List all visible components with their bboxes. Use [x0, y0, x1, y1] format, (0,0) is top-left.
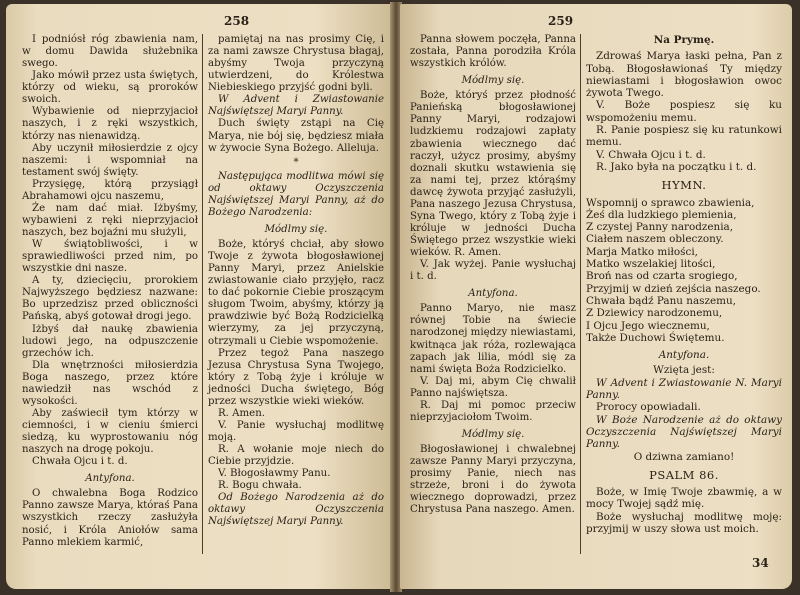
text-paragraph: V. Boże pospiesz się ku wspomożeniu memu. [586, 99, 782, 124]
section-heading: Antyfona. [85, 473, 135, 485]
text-paragraph: V. Panie wysłuchaj modlitwę moją. [208, 419, 384, 443]
rubric-paragraph: W Advent i Zwiastowanie Najświętszej Maryi Panny. [208, 94, 384, 118]
hymn-psalm-heading: PSALM 86. [649, 467, 719, 482]
section-heading: Módlmy się. [264, 223, 328, 235]
text-paragraph: V. Jak wyżej. Panie wysłuchaj i t. d. [410, 259, 576, 283]
text-paragraph: Prorocy opowiadali. [596, 401, 701, 414]
folio-signature: 34 [752, 556, 769, 570]
hymn-verse: Ciałem naszem obleczony. [586, 233, 724, 246]
text-paragraph: Błogosławionej i chwalebnej zawsze Panny Maryi przyczyna, prosimy Panie, niech nas strzeże, broni i do żywota wiecznego doprowadzi, przez Chrystusa Pana naszego. Amen. [410, 444, 576, 516]
text-paragraph: O chwalebna Boga Rodzico Panno zawsze Marya, któraś Pana wszystkich rzeczy zasłużyła nosić, i Króla Aniołów sama Panno mlekiem karmić, [22, 488, 198, 548]
text-paragraph: Duch święty zstąpi na Cię Marya, nie bój się, będziesz miała w żywocie Syna Bożego. Alleluja. [208, 118, 384, 154]
section-heading: Módlmy się. [461, 428, 525, 440]
text-paragraph: Jako mówił przez usta świętych, którzy od wieku, są proroków swoich. [22, 70, 198, 106]
text-paragraph: Boże, któryś chciał, aby słowo Twoje z żywota błogosławionej Panny Maryi, przez Anielskie zwiastowanie ciało przyjęło, racz to dać pokornie Ciebie proszącym sługom Twoim, abyśmy, którzy ją prawdziwie być Bożą Rodzicielką wierzymy, za jej przyczyną, otrzymali u Ciebie wspomożenie. [208, 239, 384, 347]
centered-line: O dziwna zamiano! [633, 450, 735, 463]
text-paragraph: R. Bogu chwała. [218, 480, 302, 492]
text-paragraph: Boże wysłuchaj modlitwę moję: przyjmij w uszy słowa ust moich. [586, 510, 782, 535]
column-rule-left [202, 34, 203, 554]
centered-line: Wzięta jest: [653, 364, 715, 377]
hymn-verse: Z czystej Panny narodzenia, [586, 221, 734, 234]
text-paragraph: Wybawienie od nieprzyjacioł naszych, i z ręki wszystkich, którzy nas nienawidzą. [22, 106, 198, 142]
text-paragraph: Boże, któryś przez płodność Panieńską błogosławionej Panny Maryi, rodzajowi ludzkiemu rodzajowi zapłaty zbawienia wiecznego dać raczył, użycz prosimy, abyśmy doznali skutku wstawienia się za nami tej, przez którąśmy dawcę żywota przyjąć zasłużyli, Pana naszego Jezusa Chrystusa, Syna Twego, który z Tobą żyje i króluje w jedności Ducha Świętego przez wszystkie wieki wieków. R. Amen. [410, 90, 576, 259]
text-paragraph: Dla wnętrzności miłosierdzia Boga naszego, przez które nawiedził nas wschód z wysokości. [22, 359, 198, 407]
text-paragraph: Przez tegoż Pana naszego Jezusa Chrystusa Syna Twojego, który z Tobą żyje i króluje w jedności Ducha świętego, Bóg przez wszystkie wieki wieków. [208, 347, 384, 407]
text-paragraph: V. Daj mi, abym Cię chwalił Panno najświętsza. [410, 375, 576, 399]
rubric-paragraph: W Boże Narodzenie aż do oktawy Oczyszczenia Najświętszej Maryi Panny. [586, 413, 782, 451]
text-paragraph: pamiętaj na nas prosimy Cię, i za nami zawsze Chrystusa błagaj, abyśmy Twoja przyczyną utwierdzeni, do Królestwa Niebieskiego przyjść godni byli. [208, 34, 384, 94]
text-paragraph: Aby zaświecił tym którzy w ciemności, i w cieniu śmierci siedzą, ku wyprostowaniu nóg naszych na drogę pokoju. [22, 407, 198, 456]
text-paragraph: R. Panie pospiesz się ku ratunkowi memu. [586, 124, 782, 149]
text-paragraph: R. Jako była na początku i t. d. [596, 160, 757, 173]
hymn-verse: I Ojcu Jego wiecznemu, [586, 319, 710, 332]
left-column-2 [208, 34, 384, 529]
text-paragraph: Zdrowaś Marya łaski pełna, Pan z Tobą. Błogosławionaś Ty między niewiastami i błogosławion owoc żywota Twego. [586, 50, 782, 100]
text-paragraph: Aby uczynił miłosierdzie z ojcy naszemi: i wspomniał na testament swój święty. [22, 142, 198, 178]
text-paragraph: Przysięgę, którą przysiągł Abrahamowi ojcu naszemu, [22, 178, 198, 202]
hymn-verse: Matko wszelakiej litości, [586, 258, 716, 271]
rubric-paragraph: W Advent i Zwiastowanie N. Maryi Panny. [586, 376, 782, 402]
hymn-psalm-heading: HYMN. [661, 178, 707, 193]
right-column-1 [410, 34, 576, 516]
text-paragraph: V. Błogosławmy Panu. [218, 468, 331, 480]
hymn-verse: Przyjmij w dzień zejścia naszego. [586, 282, 761, 295]
column-rule-right [580, 34, 581, 554]
hymn-verse: Marja Matko miłości, [586, 245, 698, 258]
text-paragraph: R. Daj mi pomoc przeciw nieprzyjaciołom Twoim. [410, 399, 576, 423]
hymn-verse: Z Dziewicy narodzonemu, [586, 307, 723, 320]
left-page [6, 4, 392, 589]
hymn-verse: Także Duchowi Świętemu. [586, 331, 725, 344]
rubric-paragraph: Od Bożego Narodzenia aż do oktawy Oczyszczenia Najświętszej Maryi Panny. [208, 492, 384, 528]
text-paragraph: R. Amen. [218, 407, 265, 419]
page-number-right: 259 [548, 14, 574, 28]
section-heading: Antyfona. [658, 349, 710, 362]
text-paragraph: V. Chwała Ojcu i t. d. [596, 148, 706, 161]
text-paragraph: Chwała Ojcu i t. d. [32, 456, 128, 468]
text-paragraph: Panna słowem poczęła, Panna została, Panna porodziła Króla wszystkich królów. [410, 34, 576, 70]
hymn-verse: Wspomnij o sprawco zbawienia, [586, 196, 755, 209]
rubric-paragraph: Następująca modlitwa mówi się od oktawy Oczyszczenia Najświętszej Maryi Panny, aż do Bożego Narodzenia: [208, 170, 384, 218]
hymn-verse: Chwała bądź Panu naszemu, [586, 294, 736, 307]
right-column-2 [586, 34, 782, 535]
text-paragraph: Boże, w Imię Twoje zbawmię, a w mocy Twojej sądź mię. [586, 486, 782, 511]
text-paragraph: Iżbyś dał naukę zbawienia ludowi jego, na odpuszczenie grzechów ich. [22, 323, 198, 359]
hymn-verse: Żeś dla ludzkiego plemienia, [586, 208, 737, 221]
text-paragraph: Że nam dać miał. Iżbyśmy, wybawieni z ręki nieprzyjacioł naszych, bez bojaźni mu służyli, [22, 202, 198, 238]
left-column-1 [22, 34, 198, 549]
right-page [400, 4, 792, 589]
asterisk-divider: * [293, 156, 299, 168]
section-heading: Antyfona. [468, 288, 518, 300]
section-heading: Módlmy się. [461, 75, 525, 87]
text-paragraph: A ty, dziecięciu, prorokiem Najwyższego będziesz nazwane: Bo uprzedzisz przed obliczności Pańską, abyś gotował drogi jego. [22, 275, 198, 323]
text-paragraph: R. A wołanie moje niech do Ciebie przyjdzie. [208, 444, 384, 468]
hymn-verse: Broń nas od czarta srogiego, [586, 270, 738, 283]
page-number-left: 258 [224, 14, 250, 28]
text-paragraph: W świątobliwości, i w sprawiedliwości przed nim, po wszystkie dni nasze. [22, 239, 198, 275]
text-paragraph: Panno Maryo, nie masz równej Tobie na świecie narodzonej między niewiastami, kwitnąca jak róża, rozlewająca zapach jak lilia, módl się za nami święta Boża Rodzicielko. [410, 303, 576, 375]
text-paragraph: I podniósł róg zbawienia nam, w domu Dawida służebnika swego. [22, 34, 198, 70]
hour-heading: Na Prymę. [653, 34, 715, 46]
